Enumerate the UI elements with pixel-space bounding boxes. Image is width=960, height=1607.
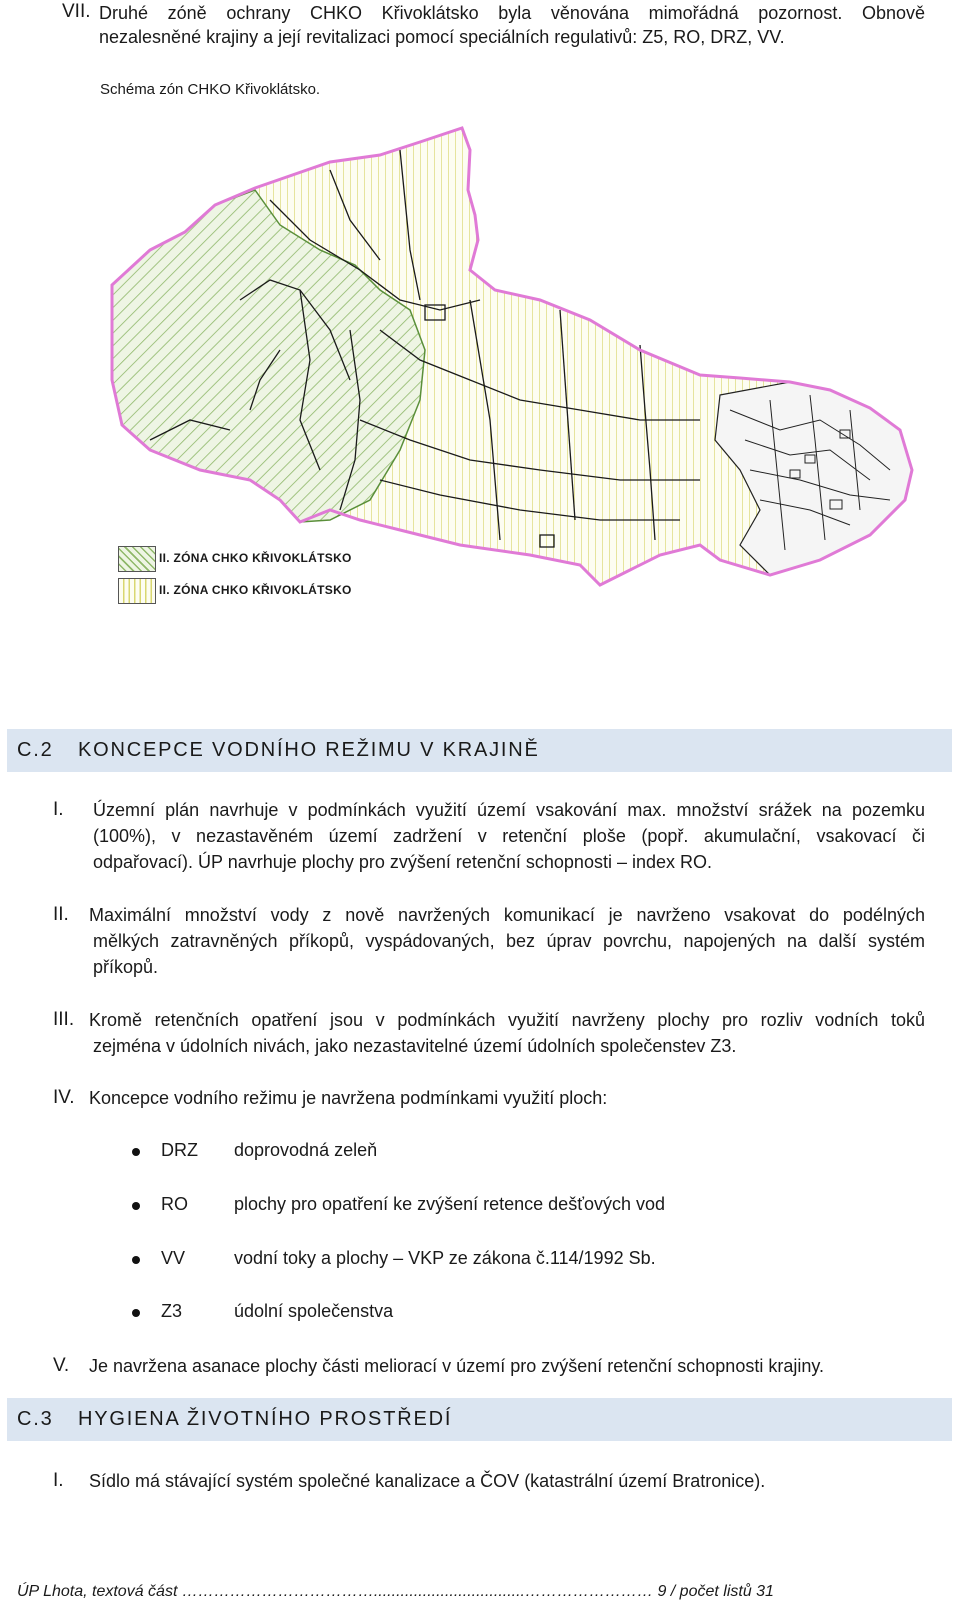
section-c3-header [7, 1398, 952, 1441]
bullet-desc-vv: vodní toky a plochy – VKP ze zákona č.114/1992 Sb. [234, 1248, 656, 1268]
c2-item1-line3: odpařovací). ÚP navrhuje plochy pro zvýšení retenční schopnosti – index RO. [93, 852, 712, 872]
section-c2-header [7, 729, 952, 772]
bullet-code-ro: RO [161, 1194, 188, 1214]
bullet-desc-z3: údolní společenstva [234, 1301, 394, 1321]
c2-item1-line2: (100%), v nezastavěném území zadržení v retenční ploše (popř. akumulační, vsakovací či [93, 826, 925, 846]
c2-item4-numeral: IV. [53, 1087, 75, 1108]
c3-item1-numeral: I. [53, 1470, 64, 1491]
zone-map [0, 120, 960, 610]
legend-label-yellow: II. ZÓNA CHKO KŘIVOKLÁTSKO [159, 583, 352, 597]
c2-item2-line1: Maximální množství vody z nově navržených komunikací je navrženo vsakovat do podélných [89, 905, 925, 925]
c2-item3-numeral: III. [53, 1009, 75, 1030]
intro-line-1: Druhé zóně ochrany CHKO Křivoklátsko byla věnována mimořádná pozornost. Obnově [99, 3, 925, 23]
legend-swatch-yellow [118, 578, 156, 604]
bullet-dot [132, 1256, 140, 1264]
bullet-code-vv: VV [161, 1248, 186, 1268]
bullet-desc-drz: doprovodná zeleň [234, 1140, 378, 1160]
section-c2-number: C.2 [17, 739, 54, 761]
bullet-code-drz: DRZ [161, 1140, 198, 1160]
c2-item1-numeral: I. [53, 799, 64, 820]
c2-item3-line2: zejména v údolních nivách, jako nezastavitelné území údolních společenstev Z3. [93, 1036, 737, 1056]
page-footer [17, 1583, 774, 1601]
section-c3-title: HYGIENA ŽIVOTNÍHO PROSTŘEDÍ [78, 1408, 453, 1430]
c2-item1-line1: Územní plán navrhuje v podmínkách využití území vsakování max. množství srážek na pozemku [93, 800, 925, 820]
settlement-area [715, 382, 912, 575]
c2-item2-line3: příkopů. [93, 957, 159, 977]
legend-swatch-green [118, 546, 156, 572]
footer-document-name: ÚP Lhota, textová část [17, 1583, 178, 1600]
footer-dots: ………………………………..................................…………………… [181, 1583, 653, 1600]
bullet-code-z3: Z3 [161, 1301, 183, 1321]
c2-item4-line1: Koncepce vodního režimu je navržena podmínkami využití ploch: [89, 1088, 608, 1108]
c2-item2-numeral: II. [53, 904, 69, 925]
bullet-dot [132, 1202, 140, 1210]
bullet-dot [132, 1309, 140, 1317]
legend-label-green: II. ZÓNA CHKO KŘIVOKLÁTSKO [159, 551, 352, 565]
c2-item5-text: Je navržena asanace plochy části meliorací v území pro zvýšení retenční schopnosti krajiny. [89, 1356, 825, 1376]
c3-item1-text: Sídlo má stávající systém společné kanalizace a ČOV (katastrální území Bratronice). [89, 1471, 766, 1491]
bullet-desc-ro: plochy pro opatření ke zvýšení retence dešťových vod [234, 1194, 665, 1214]
section-c2-title: KONCEPCE VODNÍHO REŽIMU V KRAJINĚ [78, 739, 540, 761]
c2-item2-line2: mělkých zatravněných příkopů, vyspádovaných, bez úprav povrchu, napojených na další systém [93, 931, 925, 951]
intro-line-2: nezalesněné krajiny a její revitalizaci pomocí speciálních regulativů: Z5, RO, DRZ, VV. [99, 27, 785, 47]
bullet-dot [132, 1148, 140, 1156]
c2-item3-line1: Kromě retenčních opatření jsou v podmínkách využití navrženy plochy pro rozliv vodních toků [89, 1010, 925, 1030]
c2-item5-numeral: V. [53, 1355, 70, 1376]
map-caption: Schéma zón CHKO Křivoklátsko. [100, 81, 321, 98]
intro-numeral: VII. [62, 1, 91, 22]
section-c3-number: C.3 [17, 1408, 54, 1430]
footer-page-count: 9 / počet listů 31 [657, 1583, 774, 1600]
